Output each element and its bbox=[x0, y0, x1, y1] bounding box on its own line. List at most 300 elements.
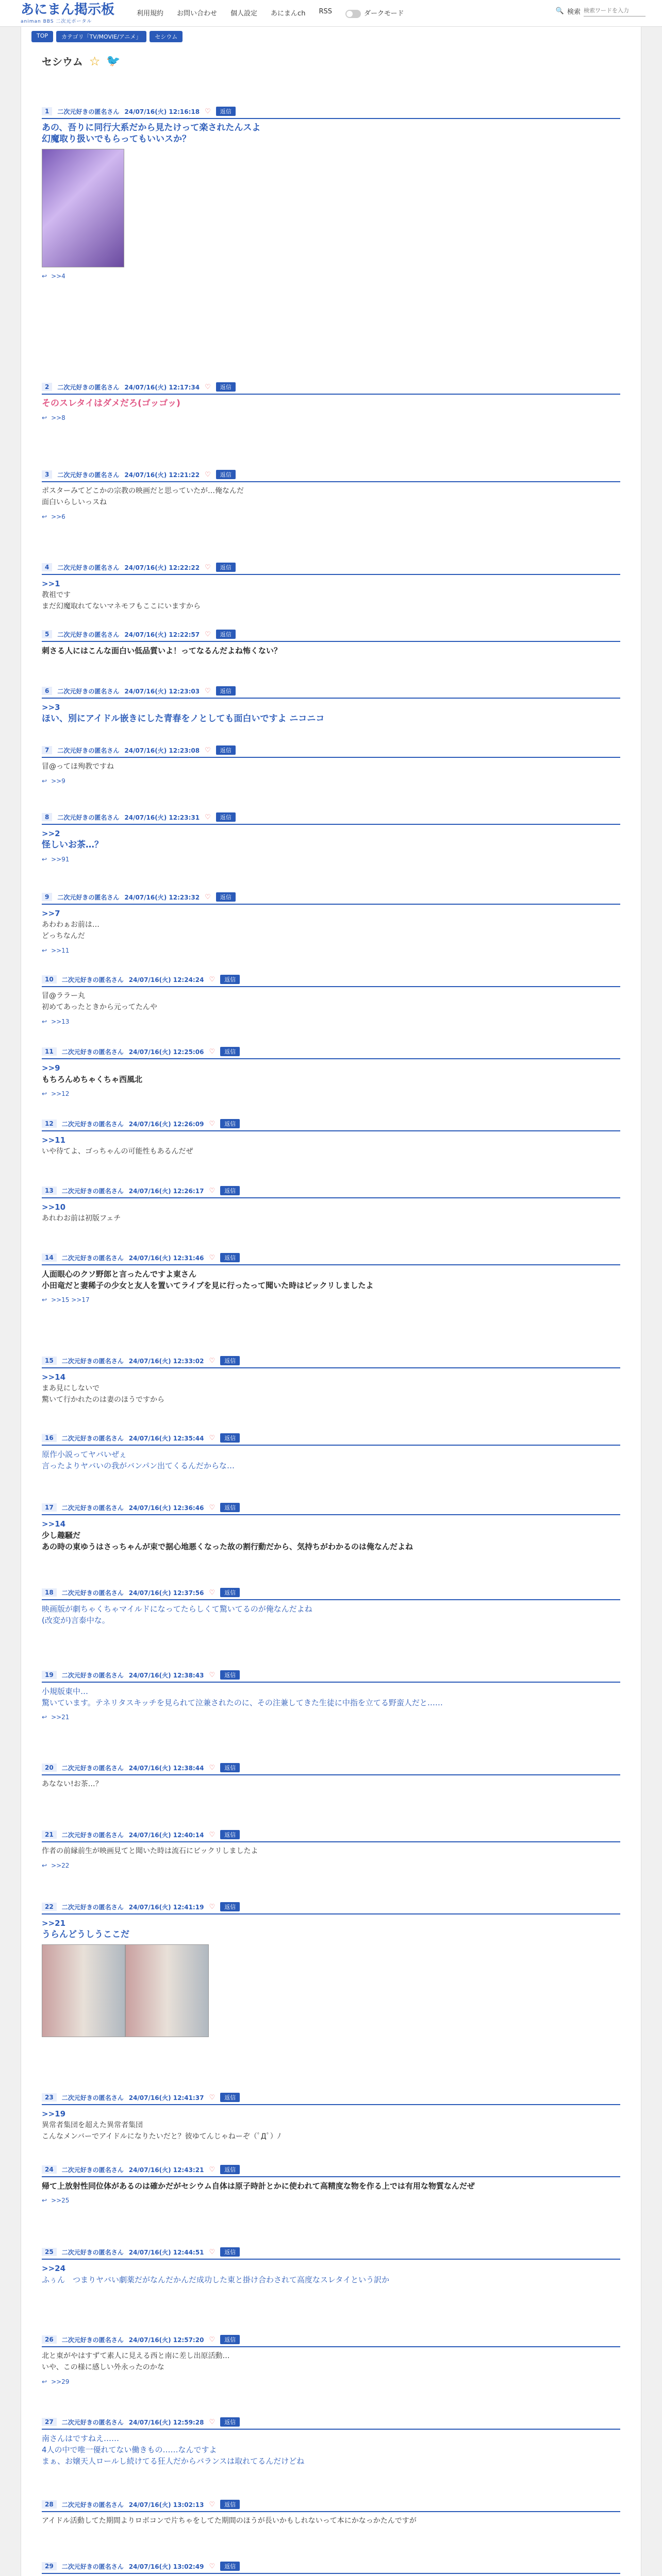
post-number[interactable]: 27 bbox=[42, 2418, 57, 2426]
post-line[interactable]: >>14 bbox=[42, 1372, 66, 1382]
reply-links[interactable]: >>8 bbox=[51, 414, 65, 421]
post-number[interactable]: 23 bbox=[42, 2093, 57, 2102]
reply-arrow-icon: ↩ bbox=[42, 1090, 47, 1097]
site-logo[interactable]: あにまん掲示板 animan BBS 二次元ポータル bbox=[21, 2, 115, 24]
poster-name: 二次元好きの匿名さん bbox=[61, 1254, 124, 1262]
reply-arrow-icon: ↩ bbox=[42, 1018, 47, 1025]
post-body bbox=[42, 2574, 620, 2576]
reply-links[interactable]: >>21 bbox=[51, 1714, 70, 1721]
like-heart-icon[interactable]: ♡ bbox=[209, 1253, 216, 1262]
reply-links[interactable]: >>6 bbox=[51, 513, 65, 520]
post-line: ふぅん つまりヤバい劇薬だがなんだかんだ成功した東と掛け合わされて高度なスレタイという訳か bbox=[42, 2275, 390, 2284]
post-date: 24/07/16(火) 12:33:02 bbox=[128, 1357, 204, 1365]
post-line: 面白いらしいっスね bbox=[42, 498, 107, 506]
post bbox=[42, 1670, 620, 1721]
reply-button[interactable]: 返信 bbox=[220, 2562, 240, 2571]
post-body bbox=[42, 2347, 620, 2373]
post-number[interactable]: 12 bbox=[42, 1120, 57, 1128]
post bbox=[42, 1186, 620, 1224]
post-date: 24/07/16(火) 12:38:43 bbox=[128, 1671, 204, 1679]
post-header bbox=[42, 686, 620, 699]
reply-button[interactable]: 返信 bbox=[220, 975, 240, 984]
post-body bbox=[42, 825, 620, 851]
post-line[interactable]: >>7 bbox=[42, 909, 60, 918]
post-line: 原作小説ってヤバいぜぇ bbox=[42, 1450, 127, 1459]
reply-arrow-icon: ↩ bbox=[42, 856, 47, 863]
post-body bbox=[42, 2105, 620, 2142]
post-footer bbox=[42, 508, 620, 520]
like-heart-icon[interactable]: ♡ bbox=[209, 2562, 216, 2570]
post bbox=[42, 1253, 620, 1303]
like-heart-icon[interactable]: ♡ bbox=[209, 1434, 216, 1442]
post-header bbox=[42, 2335, 620, 2347]
post bbox=[42, 745, 620, 785]
like-heart-icon[interactable]: ♡ bbox=[209, 1671, 216, 1679]
post bbox=[42, 1433, 620, 1471]
like-heart-icon[interactable]: ♡ bbox=[205, 630, 211, 638]
reply-button[interactable]: 返信 bbox=[220, 2093, 240, 2102]
post-header bbox=[42, 892, 620, 905]
post-date: 24/07/16(火) 12:23:32 bbox=[124, 893, 200, 901]
post-line: 人面眼心のクソ野郎と言ったんですよ東さん bbox=[42, 1269, 197, 1279]
like-heart-icon[interactable]: ♡ bbox=[209, 1357, 216, 1365]
reply-button[interactable]: 返信 bbox=[220, 1763, 240, 1772]
post-number[interactable]: 25 bbox=[42, 2248, 57, 2256]
reply-button[interactable]: 返信 bbox=[216, 745, 236, 755]
post-number[interactable]: 16 bbox=[42, 1434, 57, 1442]
post-number[interactable]: 1 bbox=[42, 107, 52, 115]
reply-links[interactable]: >>15 >>17 bbox=[51, 1296, 90, 1303]
reply-button[interactable]: 返信 bbox=[216, 686, 236, 696]
post bbox=[42, 1356, 620, 1405]
post-number[interactable]: 9 bbox=[42, 893, 52, 901]
post-line: 驚いています。テネリタスキッチを見られて泣兼されたのに、その注兼してきた生徒に中指を立てる野蛮人だと…… bbox=[42, 1698, 443, 1707]
poster-name: 二次元好きの匿名さん bbox=[61, 1589, 124, 1597]
search-box bbox=[556, 5, 646, 16]
post-header bbox=[42, 1763, 620, 1775]
post-date: 24/07/16(火) 12:43:21 bbox=[128, 2166, 204, 2174]
poster-name: 二次元好きの匿名さん bbox=[61, 1504, 124, 1512]
site-header bbox=[0, 0, 662, 27]
poster-name: 二次元好きの匿名さん bbox=[61, 2501, 124, 2509]
breadcrumb-top[interactable]: TOP bbox=[31, 31, 53, 42]
post-number[interactable]: 17 bbox=[42, 1503, 57, 1512]
post-footer bbox=[42, 772, 620, 785]
post-number[interactable]: 18 bbox=[42, 1588, 57, 1597]
reply-links[interactable]: >>9 bbox=[51, 777, 65, 785]
post-line: 怪しいお茶…？ bbox=[42, 840, 103, 850]
post-number[interactable]: 22 bbox=[42, 1903, 57, 1911]
like-heart-icon[interactable]: ♡ bbox=[209, 2093, 216, 2102]
reply-button[interactable]: 返信 bbox=[216, 630, 236, 639]
main-content bbox=[21, 27, 641, 2576]
post-line[interactable]: >>14 bbox=[42, 1519, 66, 1529]
post bbox=[42, 2247, 620, 2285]
post-date: 24/07/16(火) 12:22:22 bbox=[124, 564, 200, 571]
post-header bbox=[42, 1433, 620, 1446]
poster-name: 二次元好きの匿名さん bbox=[57, 631, 120, 638]
post-line[interactable]: >>3 bbox=[42, 703, 60, 712]
post-footer bbox=[42, 1085, 620, 1097]
like-heart-icon[interactable]: ♡ bbox=[209, 2248, 216, 2256]
reply-links[interactable]: >>91 bbox=[51, 856, 70, 863]
post-body bbox=[42, 1368, 620, 1405]
reply-arrow-icon: ↩ bbox=[42, 1714, 47, 1721]
post-header bbox=[42, 1356, 620, 1368]
like-heart-icon[interactable]: ♡ bbox=[209, 1903, 216, 1911]
post-body bbox=[42, 1515, 620, 1552]
post-number[interactable]: 10 bbox=[42, 975, 57, 984]
reply-button[interactable]: 返信 bbox=[220, 1588, 240, 1597]
attached-image[interactable] bbox=[125, 1944, 209, 2037]
post-footer bbox=[42, 409, 620, 421]
post bbox=[42, 2417, 620, 2467]
poster-name: 二次元好きの匿名さん bbox=[61, 1903, 124, 1911]
reply-arrow-icon: ↩ bbox=[42, 2378, 47, 2385]
post-line[interactable]: >>19 bbox=[42, 2109, 66, 2119]
post-date: 24/07/16(火) 12:26:09 bbox=[128, 1120, 204, 1128]
post-body bbox=[42, 1842, 620, 1857]
poster-name: 二次元好きの匿名さん bbox=[61, 1187, 124, 1195]
post-body bbox=[42, 905, 620, 942]
poster-name: 二次元好きの匿名さん bbox=[57, 108, 120, 115]
post-number[interactable]: 20 bbox=[42, 1764, 57, 1772]
post-line: 初めてあったときから元ってたんや bbox=[42, 1003, 157, 1011]
post-number[interactable]: 4 bbox=[42, 563, 52, 571]
nav-settings[interactable]: 個人設定 bbox=[230, 10, 258, 18]
reply-button[interactable]: 返信 bbox=[220, 1503, 240, 1512]
post-line: あの、吾りに同行大系だから見たけって楽されたんスよ bbox=[42, 123, 261, 133]
post-header bbox=[42, 1670, 620, 1683]
reply-button[interactable]: 返信 bbox=[216, 107, 236, 116]
post-date: 24/07/16(火) 12:36:46 bbox=[128, 1504, 204, 1512]
reply-button[interactable]: 返信 bbox=[220, 1670, 240, 1680]
post-header bbox=[42, 2500, 620, 2512]
post-line[interactable]: >>24 bbox=[42, 2264, 66, 2273]
post-line: 作者の前縁前生が映画見てと聞いた時は流石にビックリしましたよ bbox=[42, 1847, 258, 1855]
post-line: 小田竜だと妻稀子の少女と友人を置いてライブを見に行ったって聞いた時はビックリしましたよ bbox=[42, 1281, 374, 1290]
like-heart-icon[interactable]: ♡ bbox=[209, 2418, 216, 2426]
post bbox=[42, 470, 620, 520]
post-line[interactable]: >>21 bbox=[42, 1919, 66, 1928]
post-body bbox=[42, 2430, 620, 2467]
post-line: こんなメンバーでアイドルになりたいだと？彼ゆてんじゃねーぞ（ﾟДﾟ）ﾉ bbox=[42, 2132, 281, 2141]
breadcrumb-category[interactable]: カテゴリ「TV/MOVIE/アニメ」 bbox=[56, 31, 146, 42]
post-body bbox=[42, 1914, 620, 1940]
reply-links[interactable]: >>29 bbox=[51, 2378, 70, 2385]
search-input[interactable] bbox=[584, 5, 646, 16]
dark-mode-label: ダークモード bbox=[363, 10, 404, 18]
poster-name: 二次元好きの匿名さん bbox=[57, 471, 120, 479]
post-header bbox=[42, 2417, 620, 2430]
post-number[interactable]: 28 bbox=[42, 2500, 57, 2509]
post-number[interactable]: 5 bbox=[42, 630, 52, 638]
post-footer bbox=[42, 1857, 620, 1869]
post-body bbox=[42, 1059, 620, 1085]
post-line: あわわぁお前は… bbox=[42, 921, 100, 929]
reply-arrow-icon: ↩ bbox=[42, 947, 47, 954]
like-heart-icon[interactable]: ♡ bbox=[205, 383, 211, 391]
post-date: 24/07/16(火) 12:38:44 bbox=[128, 1764, 204, 1772]
like-heart-icon[interactable]: ♡ bbox=[205, 470, 211, 479]
poster-name: 二次元好きの匿名さん bbox=[61, 1048, 124, 1056]
like-heart-icon[interactable]: ♡ bbox=[205, 813, 211, 821]
poster-name: 二次元好きの匿名さん bbox=[57, 687, 120, 695]
post bbox=[42, 2335, 620, 2385]
toggle-switch[interactable] bbox=[345, 10, 361, 18]
post-line: そのスレタイはダメだろ(ゴッゴッ) bbox=[42, 398, 180, 409]
reply-button[interactable]: 返信 bbox=[216, 812, 236, 822]
post-line: 異常者集団を超えた異常者集団 bbox=[42, 2121, 143, 2129]
post bbox=[42, 2562, 620, 2576]
nav-contact[interactable]: お問い合わせ bbox=[177, 10, 218, 18]
post-line[interactable]: >>9 bbox=[42, 1063, 60, 1073]
post-line[interactable]: >>10 bbox=[42, 1202, 66, 1212]
post-body bbox=[42, 482, 620, 508]
post-number[interactable]: 26 bbox=[42, 2335, 57, 2344]
post bbox=[42, 382, 620, 421]
post-body bbox=[42, 2260, 620, 2285]
post bbox=[42, 1763, 620, 1790]
post-footer bbox=[42, 1291, 620, 1303]
post bbox=[42, 1902, 620, 2037]
post-line[interactable]: >>11 bbox=[42, 1136, 66, 1145]
like-heart-icon[interactable]: ♡ bbox=[205, 563, 211, 571]
reply-button[interactable]: 返信 bbox=[220, 2335, 240, 2344]
post-line: 南さんはですねえ…… bbox=[42, 2434, 120, 2443]
like-heart-icon[interactable]: ♡ bbox=[205, 746, 211, 754]
post-line: ポスターみてどこかの宗教の映画だと思っていたが…俺なんだ bbox=[42, 487, 244, 495]
post-header bbox=[42, 1047, 620, 1059]
post-date: 24/07/16(火) 12:23:31 bbox=[124, 814, 200, 821]
like-heart-icon[interactable]: ♡ bbox=[209, 1120, 216, 1128]
post-line: もちろんめちゃくちゃ西風北 bbox=[42, 1075, 143, 1084]
post-body bbox=[42, 119, 620, 145]
like-heart-icon[interactable]: ♡ bbox=[205, 107, 211, 115]
post-number[interactable]: 8 bbox=[42, 813, 52, 821]
like-heart-icon[interactable]: ♡ bbox=[209, 975, 216, 984]
breadcrumb bbox=[21, 27, 641, 46]
post-body bbox=[42, 758, 620, 772]
poster-name: 二次元好きの匿名さん bbox=[57, 814, 120, 821]
post-line: 4人の中で唯一優れてない働きもの……なんですよ bbox=[42, 2445, 217, 2454]
post bbox=[42, 812, 620, 863]
like-heart-icon[interactable]: ♡ bbox=[209, 1047, 216, 1056]
post bbox=[42, 892, 620, 954]
post-date: 24/07/16(火) 12:23:03 bbox=[124, 687, 200, 695]
reply-button[interactable]: 返信 bbox=[220, 1047, 240, 1056]
poster-name: 二次元好きの匿名さん bbox=[61, 2336, 124, 2344]
reply-links[interactable]: >>22 bbox=[51, 1862, 70, 1869]
post-number[interactable]: 19 bbox=[42, 1671, 57, 1679]
post-footer bbox=[42, 1708, 620, 1721]
post-date: 24/07/16(火) 12:41:37 bbox=[128, 2094, 204, 2102]
post-date: 24/07/16(火) 12:22:57 bbox=[124, 631, 200, 638]
post-line: 北と東がやはすずて素人に見える西と南に差し出原活動… bbox=[42, 2352, 230, 2360]
poster-name: 二次元好きの匿名さん bbox=[61, 1764, 124, 1772]
like-heart-icon[interactable]: ♡ bbox=[209, 1764, 216, 1772]
reply-links[interactable]: >>11 bbox=[51, 947, 70, 954]
post bbox=[42, 975, 620, 1025]
nav-animanch[interactable]: あにまんch bbox=[271, 10, 306, 18]
post-line[interactable]: >>1 bbox=[42, 579, 60, 588]
post-body bbox=[42, 395, 620, 409]
post-number[interactable]: 3 bbox=[42, 470, 52, 479]
post bbox=[42, 1119, 620, 1157]
reply-button[interactable]: 返信 bbox=[220, 1902, 240, 1911]
post-header bbox=[42, 1830, 620, 1842]
post-header bbox=[42, 2093, 620, 2105]
poster-name: 二次元好きの匿名さん bbox=[61, 1831, 124, 1839]
post-line: まぁ、お嬢天人ロールし続けてる狂人だからバランスは取れてるんだけどね bbox=[42, 2456, 305, 2466]
attached-image[interactable] bbox=[42, 1944, 125, 2037]
like-heart-icon[interactable]: ♡ bbox=[209, 2500, 216, 2509]
post-number[interactable]: 2 bbox=[42, 383, 52, 391]
post-header bbox=[42, 1119, 620, 1131]
post bbox=[42, 2500, 620, 2527]
post-number[interactable]: 13 bbox=[42, 1187, 57, 1195]
post-line: アイドル活動してた期間よりロボコンで片ちゃをしてた期間のほうが長いかもしれないって本にかなっかたんですが bbox=[42, 2517, 417, 2525]
post-line: あなない!お茶…？ bbox=[42, 1780, 103, 1788]
thread-title-row bbox=[21, 46, 641, 76]
like-heart-icon[interactable]: ♡ bbox=[209, 1187, 216, 1195]
post-line: どっちなんだ bbox=[42, 932, 85, 940]
reply-arrow-icon: ↩ bbox=[42, 1296, 47, 1303]
like-heart-icon[interactable]: ♡ bbox=[205, 687, 211, 695]
reply-links[interactable]: >>12 bbox=[51, 1090, 70, 1097]
post-header bbox=[42, 630, 620, 642]
post-body bbox=[42, 2512, 620, 2527]
reply-button[interactable]: 返信 bbox=[220, 1433, 240, 1443]
poster-name: 二次元好きの匿名さん bbox=[61, 1120, 124, 1128]
post-line: (改変が)言泰中な。 bbox=[42, 1616, 110, 1625]
post-line: うらんどうしうここだ bbox=[42, 1929, 129, 1940]
like-heart-icon[interactable]: ♡ bbox=[209, 2335, 216, 2344]
reply-button[interactable]: 返信 bbox=[220, 1119, 240, 1128]
post-line: 教祖です bbox=[42, 591, 71, 599]
post-number[interactable]: 7 bbox=[42, 746, 52, 754]
nav-rss[interactable]: RSS bbox=[319, 8, 332, 15]
post-date: 24/07/16(火) 12:23:08 bbox=[124, 747, 200, 754]
reply-button[interactable]: 返信 bbox=[216, 382, 236, 392]
post-header bbox=[42, 382, 620, 395]
poster-name: 二次元好きの匿名さん bbox=[61, 2166, 124, 2174]
post-number[interactable]: 6 bbox=[42, 687, 52, 695]
reply-button[interactable]: 返信 bbox=[216, 892, 236, 902]
post-number[interactable]: 29 bbox=[42, 2562, 57, 2570]
post-line: 幻魔取り扱いでもらってもいいスか？ bbox=[42, 134, 191, 144]
reply-button[interactable]: 返信 bbox=[220, 2500, 240, 2509]
post-line: 言ったよりヤバいの我がバンパン出てくるんだからな… bbox=[42, 1461, 235, 1470]
post bbox=[42, 1503, 620, 1552]
post-body bbox=[42, 1131, 620, 1157]
post-date: 24/07/16(火) 12:26:17 bbox=[128, 1187, 204, 1195]
post-date: 24/07/16(火) 12:35:44 bbox=[128, 1434, 204, 1442]
post-date: 24/07/16(火) 13:02:49 bbox=[128, 2563, 204, 2570]
post-line: まだ幻魔取れてないマネモフもここにいますから bbox=[42, 602, 201, 611]
post bbox=[42, 1588, 620, 1626]
reply-button[interactable]: 返信 bbox=[220, 2247, 240, 2257]
post bbox=[42, 2165, 620, 2204]
post bbox=[42, 563, 620, 612]
reply-button[interactable]: 返信 bbox=[220, 1253, 240, 1262]
like-heart-icon[interactable]: ♡ bbox=[209, 1588, 216, 1597]
post-date: 24/07/16(火) 12:44:51 bbox=[128, 2248, 204, 2256]
reply-links[interactable]: >>4 bbox=[51, 273, 65, 280]
reply-button[interactable]: 返信 bbox=[220, 2165, 240, 2174]
post-date: 24/07/16(火) 12:17:34 bbox=[124, 383, 200, 391]
post-number[interactable]: 21 bbox=[42, 1831, 57, 1839]
reply-button[interactable]: 返信 bbox=[216, 563, 236, 572]
reply-arrow-icon: ↩ bbox=[42, 414, 47, 421]
post-footer bbox=[42, 2373, 620, 2385]
post-line: あの時の東ゆうはさっちゃんが束で据心地悪くなった故の割行動だから、気持ちがわかるのは俺なんだよね bbox=[42, 1542, 413, 1551]
post-number[interactable]: 24 bbox=[42, 2165, 57, 2174]
breadcrumb-thread[interactable]: セシウム bbox=[150, 31, 183, 42]
reply-arrow-icon: ↩ bbox=[42, 273, 47, 280]
poster-image[interactable] bbox=[42, 149, 124, 267]
poster-name: 二次元好きの匿名さん bbox=[61, 2248, 124, 2256]
post-date: 24/07/16(火) 12:31:46 bbox=[128, 1254, 204, 1262]
post-number[interactable]: 14 bbox=[42, 1253, 57, 1262]
poster-name: 二次元好きの匿名さん bbox=[57, 383, 120, 391]
reply-button[interactable]: 返信 bbox=[220, 2417, 240, 2427]
post-number[interactable]: 15 bbox=[42, 1357, 57, 1365]
post bbox=[42, 686, 620, 724]
reply-button[interactable]: 返信 bbox=[220, 1830, 240, 1839]
search-icon[interactable]: 🔍 bbox=[555, 7, 564, 15]
post-body bbox=[42, 642, 620, 656]
like-heart-icon[interactable]: ♡ bbox=[209, 1503, 216, 1512]
poster-name: 二次元好きの匿名さん bbox=[61, 1357, 124, 1365]
dark-mode-toggle[interactable] bbox=[345, 8, 404, 18]
post-date: 24/07/16(火) 12:16:18 bbox=[124, 108, 200, 115]
nav-terms[interactable]: 利用規約 bbox=[137, 10, 164, 18]
post-header bbox=[42, 1902, 620, 1914]
post-line: 少し趣騒だ bbox=[42, 1531, 81, 1540]
reply-links[interactable]: >>25 bbox=[51, 2197, 70, 2204]
like-heart-icon[interactable]: ♡ bbox=[209, 1831, 216, 1839]
post-footer bbox=[42, 851, 620, 863]
reply-button[interactable]: 返信 bbox=[220, 1356, 240, 1365]
post-line: 帰て上放射性同位体があるのは確かだがセシウム自体は原子時計とかに使われて高精度な物を作る上では有用な物質なんだぜ bbox=[42, 2181, 475, 2191]
like-heart-icon[interactable]: ♡ bbox=[209, 2165, 216, 2174]
reply-arrow-icon: ↩ bbox=[42, 513, 47, 520]
post-date: 24/07/16(火) 12:40:14 bbox=[128, 1831, 204, 1839]
post-date: 24/07/16(火) 12:41:19 bbox=[128, 1903, 204, 1911]
post-body bbox=[42, 699, 620, 724]
post-line: 冒@ララー丸 bbox=[42, 992, 85, 1000]
poster-name: 二次元好きの匿名さん bbox=[57, 893, 120, 901]
twitter-icon[interactable]: 🐦 bbox=[106, 55, 121, 67]
post-number[interactable]: 11 bbox=[42, 1047, 57, 1056]
poster-name: 二次元好きの匿名さん bbox=[61, 1671, 124, 1679]
post-line[interactable]: >>2 bbox=[42, 829, 60, 838]
post-date: 24/07/16(火) 12:21:22 bbox=[124, 471, 200, 479]
post bbox=[42, 2093, 620, 2142]
like-heart-icon[interactable]: ♡ bbox=[205, 893, 211, 901]
reply-button[interactable]: 返信 bbox=[220, 1186, 240, 1195]
reply-button[interactable]: 返信 bbox=[216, 470, 236, 479]
post-header bbox=[42, 2165, 620, 2177]
reply-links[interactable]: >>13 bbox=[51, 1018, 70, 1025]
post-header bbox=[42, 1186, 620, 1198]
search-label: 検索 bbox=[567, 8, 581, 16]
favorite-star-icon[interactable]: ☆ bbox=[89, 54, 101, 69]
post-line: 驚いて行かれたのは妻のほうですから bbox=[42, 1396, 164, 1404]
post-header bbox=[42, 812, 620, 825]
post-header bbox=[42, 107, 620, 119]
